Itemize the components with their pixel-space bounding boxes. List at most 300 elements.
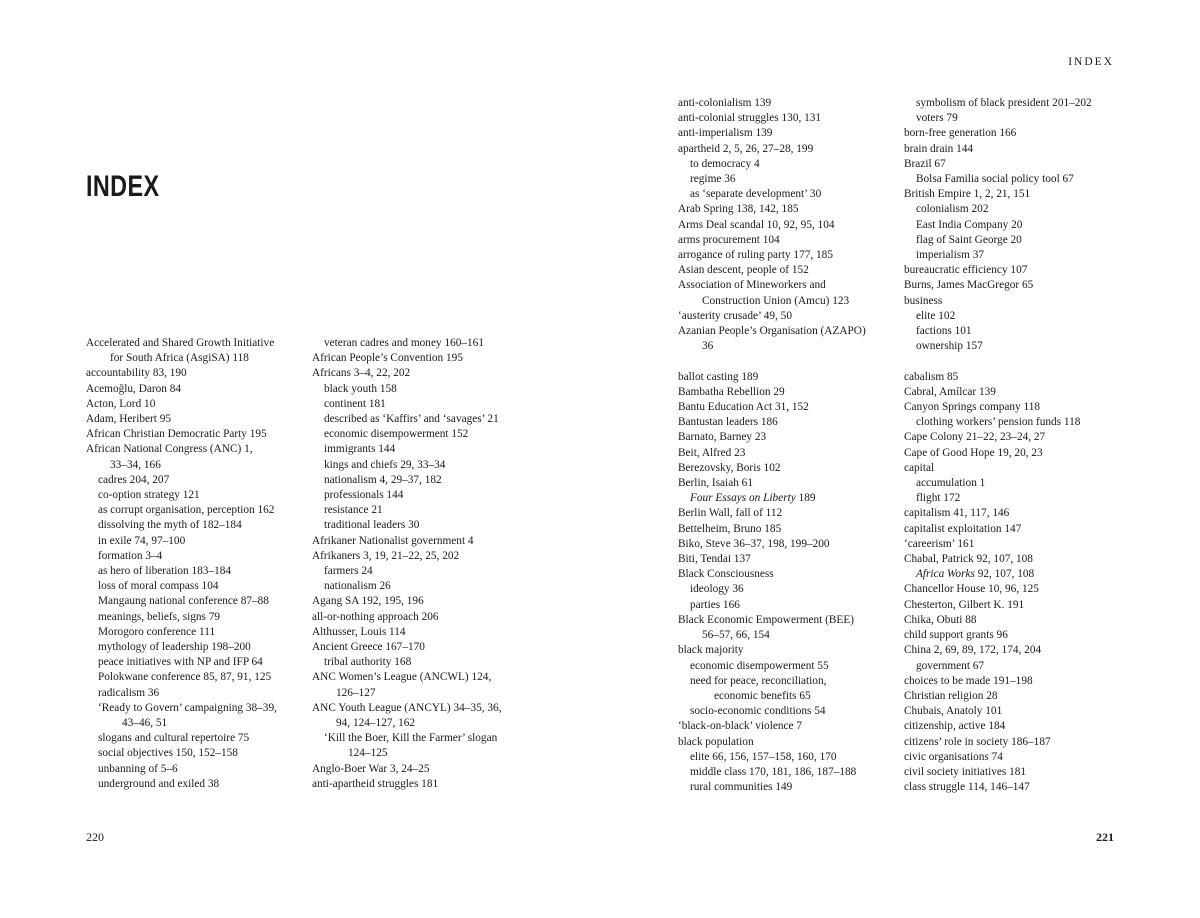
index-entry xyxy=(904,643,1134,658)
entry-text: as hero of liberation 183–184 xyxy=(98,565,232,578)
index-entry xyxy=(678,506,908,521)
entry-text: Afrikaners 3, 19, 21–22, 25, 202 xyxy=(312,549,460,562)
index-subentry xyxy=(86,762,336,777)
entry-text: Agang SA 192, 195, 196 xyxy=(312,595,424,608)
entry-text: slogans and cultural repertoire 75 xyxy=(98,732,250,745)
entry-text: 94, 124–127, 162 xyxy=(336,717,416,730)
index-entry xyxy=(86,336,336,366)
index-subentry xyxy=(312,336,572,351)
index-subentry xyxy=(86,686,336,701)
entry-text: factions 101 xyxy=(916,325,972,338)
entry-text: continent 181 xyxy=(324,397,386,410)
index-subentry xyxy=(904,111,1134,126)
entry-text: born-free generation 166 xyxy=(904,127,1017,140)
entry-text: as corrupt organisation, perception 162 xyxy=(98,504,275,517)
entry-text: elite 66, 156, 157–158, 160, 170 xyxy=(690,750,837,763)
entry-text: ideology 36 xyxy=(690,583,744,596)
index-subentry xyxy=(86,655,336,670)
entry-text: Christian religion 28 xyxy=(904,689,998,702)
index-entry xyxy=(678,415,908,430)
index-subentry xyxy=(86,534,336,549)
index-entry xyxy=(678,111,908,126)
entry-text: economic disempowerment 152 xyxy=(324,428,469,441)
entry-text: ownership 157 xyxy=(916,340,983,353)
entry-text: described as ‘Kaffirs’ and ‘savages’ 21 xyxy=(324,413,499,426)
index-entry xyxy=(678,370,908,385)
letter-group-gap xyxy=(904,354,1134,369)
entry-text: peace initiatives with NP and IFP 64 xyxy=(98,656,263,669)
index-subentry xyxy=(904,476,1134,491)
index-subentry xyxy=(86,746,336,761)
index-entry xyxy=(678,142,908,157)
entry-text: ANC Youth League (ANCYL) 34–35, 36, xyxy=(312,701,502,714)
index-subentry xyxy=(86,625,336,640)
index-entry xyxy=(312,777,572,792)
entry-text: professionals 144 xyxy=(324,489,404,502)
entry-text: parties 166 xyxy=(690,598,740,611)
entry-text: Burns, James MacGregor 65 xyxy=(904,279,1034,292)
entry-text: apartheid 2, 5, 26, 27–28, 199 xyxy=(678,142,814,155)
index-subentry xyxy=(678,674,908,704)
entry-text: traditional leaders 30 xyxy=(324,519,420,532)
index-entry xyxy=(678,552,908,567)
entry-text: elite 102 xyxy=(916,309,956,322)
entry-text: Arms Deal scandal 10, 92, 95, 104 xyxy=(678,218,835,231)
entry-text: mythology of leadership 198–200 xyxy=(98,641,251,654)
index-subentry xyxy=(678,750,908,765)
entry-text: 126–127 xyxy=(336,686,376,699)
entry-text: capital xyxy=(904,461,935,474)
index-entry xyxy=(904,704,1134,719)
running-head: INDEX xyxy=(1068,56,1114,68)
index-subentry xyxy=(86,473,336,488)
index-subentry xyxy=(904,172,1134,187)
entry-text: Biti, Tendai 137 xyxy=(678,553,751,566)
entry-text: Berlin Wall, fall of 112 xyxy=(678,507,783,520)
entry-text: accountability 83, 190 xyxy=(86,367,187,380)
entry-text: 56–57, 66, 154 xyxy=(702,629,770,642)
entry-text: African People’s Convention 195 xyxy=(312,352,463,365)
entry-text: China 2, 69, 89, 172, 174, 204 xyxy=(904,644,1042,657)
entry-text: citizenship, active 184 xyxy=(904,720,1006,733)
index-subentry xyxy=(312,579,572,594)
index-subentry xyxy=(86,640,336,655)
index-entry xyxy=(312,594,572,609)
index-subentry xyxy=(678,704,908,719)
index-entry xyxy=(904,780,1134,795)
entry-text: Afrikaner Nationalist government 4 xyxy=(312,534,474,547)
entry-text: ‘Kill the Boer, Kill the Farmer’ slogan xyxy=(324,732,498,745)
index-subentry xyxy=(312,442,572,457)
entry-text: Adam, Heribert 95 xyxy=(86,413,172,426)
index-entry xyxy=(678,522,908,537)
entry-text: Bettelheim, Bruno 185 xyxy=(678,522,782,535)
entry-text: veteran cadres and money 160–161 xyxy=(324,337,484,349)
entry-text: African Christian Democratic Party 195 xyxy=(86,428,267,441)
entry-text: ‘careerism’ 161 xyxy=(904,537,975,550)
entry-text: Black Economic Empowerment (BEE) xyxy=(678,613,854,626)
entry-text: for South Africa (AsgiSA) 118 xyxy=(110,352,249,365)
index-entry xyxy=(678,537,908,552)
entry-text: Althusser, Louis 114 xyxy=(312,625,406,638)
entry-text: co-option strategy 121 xyxy=(98,489,200,502)
entry-text: underground and exiled 38 xyxy=(98,777,220,790)
entry-text: Acton, Lord 10 xyxy=(86,397,156,410)
index-subentry xyxy=(312,458,572,473)
index-entry xyxy=(86,412,336,427)
entry-text: African National Congress (ANC) 1, xyxy=(86,443,253,456)
index-entry xyxy=(904,674,1134,689)
index-entry xyxy=(86,382,336,397)
index-entry xyxy=(312,625,572,640)
index-entry xyxy=(678,461,908,476)
index-entry xyxy=(86,427,336,442)
index-column-1 xyxy=(86,336,336,792)
index-subentry xyxy=(678,172,908,187)
index-entry xyxy=(86,366,336,381)
entry-text: citizens’ role in society 186–187 xyxy=(904,735,1051,748)
index-column-2 xyxy=(312,336,572,792)
entry-text: anti-apartheid struggles 181 xyxy=(312,777,439,790)
entry-text: need for peace, reconciliation, xyxy=(690,674,827,687)
entry-text: ballot casting 189 xyxy=(678,370,759,383)
entry-text: Bolsa Familia social policy tool 67 xyxy=(916,173,1074,186)
index-subentry xyxy=(904,233,1134,248)
entry-text: anti-colonial struggles 130, 131 xyxy=(678,112,822,125)
index-entry xyxy=(678,476,908,491)
index-subentry xyxy=(86,503,336,518)
entry-text: tribal authority 168 xyxy=(324,656,412,669)
index-subentry xyxy=(678,187,908,202)
right-page xyxy=(600,0,1200,918)
entry-text: Bambatha Rebellion 29 xyxy=(678,385,785,398)
index-subentry xyxy=(312,518,572,533)
index-entry xyxy=(904,552,1134,567)
entry-text: ‘black-on-black’ violence 7 xyxy=(678,720,802,733)
index-entry xyxy=(904,385,1134,400)
entry-text: unbanning of 5–6 xyxy=(98,762,178,775)
entry-text: nationalism 26 xyxy=(324,580,391,593)
index-entry xyxy=(904,370,1134,385)
entry-text: Cape Colony 21–22, 23–24, 27 xyxy=(904,431,1046,444)
entry-text: immigrants 144 xyxy=(324,443,396,456)
index-title: INDEX xyxy=(86,170,160,203)
entry-text: black majority xyxy=(678,644,744,657)
index-entry xyxy=(904,522,1134,537)
index-entry xyxy=(904,263,1134,278)
entry-text: business xyxy=(904,294,943,307)
entry-text: radicalism 36 xyxy=(98,686,160,699)
index-entry xyxy=(678,233,908,248)
index-entry xyxy=(678,446,908,461)
index-entry xyxy=(678,218,908,233)
index-subentry xyxy=(904,415,1134,430)
index-entry xyxy=(678,309,908,324)
index-subentry xyxy=(86,549,336,564)
entry-text: colonialism 202 xyxy=(916,203,989,216)
entry-text: 33–34, 166 xyxy=(110,458,161,471)
entry-text: imperialism 37 xyxy=(916,249,985,262)
index-entry xyxy=(904,506,1134,521)
entry-text: resistance 21 xyxy=(324,504,383,517)
index-subentry xyxy=(678,598,908,613)
index-subentry xyxy=(904,339,1134,354)
entry-text: Asian descent, people of 152 xyxy=(678,264,809,277)
index-entry xyxy=(904,400,1134,415)
index-entry xyxy=(678,567,908,582)
entry-text: Chancellor House 10, 96, 125 xyxy=(904,583,1039,596)
book-title: Four Essays on Liberty xyxy=(690,492,796,505)
index-subentry xyxy=(86,701,336,731)
entry-text: farmers 24 xyxy=(324,565,373,578)
index-subentry xyxy=(904,248,1134,263)
entry-text: East India Company 20 xyxy=(916,218,1023,231)
entry-text: ANC Women’s League (ANCWL) 124, xyxy=(312,671,492,684)
entry-text: ‘Ready to Govern’ campaigning 38–39, xyxy=(98,701,277,714)
index-subentry xyxy=(312,473,572,488)
entry-text: Bantustan leaders 186 xyxy=(678,416,778,429)
entry-text: civic organisations 74 xyxy=(904,750,1003,763)
entry-text: voters 79 xyxy=(916,112,958,125)
index-subentry xyxy=(904,567,1134,582)
entry-text: Brazil 67 xyxy=(904,157,946,170)
entry-text: clothing workers’ pension funds 118 xyxy=(916,416,1081,429)
index-entry xyxy=(312,351,572,366)
entry-text: arrogance of ruling party 177, 185 xyxy=(678,249,833,262)
entry-text: in exile 74, 97–100 xyxy=(98,534,186,547)
index-entry xyxy=(312,549,572,564)
entry-text: dissolving the myth of 182–184 xyxy=(98,519,242,532)
index-entry xyxy=(678,96,908,111)
index-subentry xyxy=(312,412,572,427)
entry-text: British Empire 1, 2, 21, 151 xyxy=(904,188,1031,201)
index-entry xyxy=(86,442,336,472)
index-subentry xyxy=(312,503,572,518)
index-entry xyxy=(312,670,572,700)
index-subentry xyxy=(904,324,1134,339)
entry-text: Africans 3–4, 22, 202 xyxy=(312,367,411,380)
entry-text: 36 xyxy=(702,340,714,353)
entry-text: capitalist exploitation 147 xyxy=(904,522,1022,535)
entry-text: Barnato, Barney 23 xyxy=(678,431,767,444)
index-subentry xyxy=(904,309,1134,324)
entry-text: all-or-nothing approach 206 xyxy=(312,610,439,623)
entry-text: to democracy 4 xyxy=(690,157,760,170)
index-entry xyxy=(312,610,572,625)
index-entry xyxy=(678,324,908,354)
entry-text: social objectives 150, 152–158 xyxy=(98,747,238,760)
entry-text: choices to be made 191–198 xyxy=(904,674,1033,687)
index-entry xyxy=(312,762,572,777)
entry-text: anti-colonialism 139 xyxy=(678,97,772,109)
index-entry xyxy=(904,628,1134,643)
entry-text: capitalism 41, 117, 146 xyxy=(904,507,1010,520)
index-subentry xyxy=(678,491,908,506)
entry-text: black population xyxy=(678,735,754,748)
index-subentry xyxy=(678,780,908,795)
index-entry xyxy=(678,278,908,308)
index-subentry xyxy=(904,218,1134,233)
entry-text: Ancient Greece 167–170 xyxy=(312,641,425,654)
entry-text: Chubais, Anatoly 101 xyxy=(904,705,1003,718)
index-subentry xyxy=(86,579,336,594)
entry-text: rural communities 149 xyxy=(690,781,793,794)
entry-text: anti-imperialism 139 xyxy=(678,127,773,140)
page-number-left: 220 xyxy=(86,830,104,844)
entry-text: Accelerated and Shared Growth Initiative xyxy=(86,337,275,349)
entry-text: Berlin, Isaiah 61 xyxy=(678,477,753,490)
index-entry xyxy=(312,534,572,549)
entry-text: class struggle 114, 146–147 xyxy=(904,781,1030,794)
entry-text: Canyon Springs company 118 xyxy=(904,401,1041,414)
entry-text: bureaucratic efficiency 107 xyxy=(904,264,1028,277)
index-subentry xyxy=(312,382,572,397)
index-entry xyxy=(312,640,572,655)
index-entry xyxy=(678,263,908,278)
index-subentry xyxy=(904,491,1134,506)
index-entry xyxy=(678,248,908,263)
entry-text: Cabral, Amílcar 139 xyxy=(904,385,996,398)
entry-text: 189 xyxy=(795,492,816,505)
index-subentry xyxy=(86,777,336,792)
index-entry xyxy=(904,750,1134,765)
index-entry xyxy=(904,294,1134,309)
entry-text: Azanian People’s Organisation (AZAPO) xyxy=(678,325,866,338)
index-entry xyxy=(904,582,1134,597)
letter-group-gap xyxy=(678,354,908,369)
index-subentry xyxy=(86,731,336,746)
entry-text: Anglo-Boer War 3, 24–25 xyxy=(312,762,430,775)
index-entry xyxy=(86,397,336,412)
entry-text: flight 172 xyxy=(916,492,961,505)
index-column-3 xyxy=(678,96,908,795)
entry-text: regime 36 xyxy=(690,173,736,186)
index-subentry xyxy=(312,488,572,503)
index-entry xyxy=(678,643,908,658)
entry-text: kings and chiefs 29, 33–34 xyxy=(324,458,446,471)
index-entry xyxy=(904,598,1134,613)
entry-text: arms procurement 104 xyxy=(678,233,780,246)
entry-text: Arab Spring 138, 142, 185 xyxy=(678,203,799,216)
entry-text: loss of moral compass 104 xyxy=(98,580,219,593)
entry-text: as ‘separate development’ 30 xyxy=(690,188,822,201)
entry-text: ‘austerity crusade’ 49, 50 xyxy=(678,309,792,322)
index-entry xyxy=(904,689,1134,704)
entry-text: 92, 107, 108 xyxy=(974,568,1035,581)
index-entry xyxy=(312,701,572,731)
index-entry xyxy=(904,187,1134,202)
entry-text: formation 3–4 xyxy=(98,549,163,562)
entry-text: meanings, beliefs, signs 79 xyxy=(98,610,221,623)
entry-text: Cape of Good Hope 19, 20, 23 xyxy=(904,446,1043,459)
index-entry xyxy=(678,400,908,415)
entry-text: Berezovsky, Boris 102 xyxy=(678,461,781,474)
entry-text: Construction Union (Amcu) 123 xyxy=(702,294,850,307)
entry-text: middle class 170, 181, 186, 187–188 xyxy=(690,765,857,778)
index-subentry xyxy=(312,397,572,412)
entry-text: cadres 204, 207 xyxy=(98,473,170,486)
index-entry xyxy=(678,719,908,734)
index-subentry xyxy=(312,427,572,442)
index-entry xyxy=(904,613,1134,628)
book-title: Africa Works xyxy=(916,568,975,581)
index-entry xyxy=(312,366,572,381)
index-subentry xyxy=(904,202,1134,217)
index-entry xyxy=(678,385,908,400)
entry-text: civil society initiatives 181 xyxy=(904,765,1027,778)
index-column-4 xyxy=(904,96,1134,795)
entry-text: socio-economic conditions 54 xyxy=(690,705,826,718)
index-subentry xyxy=(904,659,1134,674)
entry-text: black youth 158 xyxy=(324,382,397,395)
entry-text: flag of Saint George 20 xyxy=(916,233,1022,246)
index-entry xyxy=(678,126,908,141)
entry-text: brain drain 144 xyxy=(904,142,974,155)
entry-text: cabalism 85 xyxy=(904,370,959,383)
entry-text: economic benefits 65 xyxy=(714,689,811,702)
index-subentry xyxy=(86,594,336,609)
index-entry xyxy=(904,735,1134,750)
entry-text: symbolism of black president 201–202 xyxy=(916,97,1092,109)
entry-text: 124–125 xyxy=(348,747,388,760)
index-entry xyxy=(904,157,1134,172)
index-subentry xyxy=(86,610,336,625)
entry-text: Black Consciousness xyxy=(678,568,774,581)
index-entry xyxy=(904,430,1134,445)
entry-text: Bantu Education Act 31, 152 xyxy=(678,401,809,414)
index-entry xyxy=(678,430,908,445)
index-subentry xyxy=(904,96,1134,111)
entry-text: nationalism 4, 29–37, 182 xyxy=(324,473,442,486)
index-subentry xyxy=(678,659,908,674)
index-subentry xyxy=(86,564,336,579)
entry-text: Chika, Obuti 88 xyxy=(904,613,977,626)
index-entry xyxy=(904,446,1134,461)
index-subentry xyxy=(312,564,572,579)
index-entry xyxy=(904,142,1134,157)
index-subentry xyxy=(312,655,572,670)
entry-text: Mangaung national conference 87–88 xyxy=(98,595,269,608)
index-entry xyxy=(678,202,908,217)
entry-text: Biko, Steve 36–37, 198, 199–200 xyxy=(678,537,830,550)
entry-text: Polokwane conference 85, 87, 91, 125 xyxy=(98,671,272,684)
index-subentry xyxy=(86,670,336,685)
entry-text: child support grants 96 xyxy=(904,629,1008,642)
index-entry xyxy=(678,735,908,750)
index-entry xyxy=(904,126,1134,141)
index-subentry xyxy=(86,488,336,503)
entry-text: Chabal, Patrick 92, 107, 108 xyxy=(904,553,1033,566)
index-subentry xyxy=(312,731,572,761)
index-entry xyxy=(904,278,1134,293)
entry-text: economic disempowerment 55 xyxy=(690,659,829,672)
index-entry xyxy=(904,461,1134,476)
entry-text: 43–46, 51 xyxy=(122,717,168,730)
entry-text: Chesterton, Gilbert K. 191 xyxy=(904,598,1025,611)
index-entry xyxy=(678,613,908,643)
entry-text: Morogoro conference 111 xyxy=(98,625,216,638)
entry-text: accumulation 1 xyxy=(916,477,986,490)
index-subentry xyxy=(678,765,908,780)
index-subentry xyxy=(678,157,908,172)
index-subentry xyxy=(86,518,336,533)
entry-text: Beit, Alfred 23 xyxy=(678,446,746,459)
index-entry xyxy=(904,719,1134,734)
entry-text: Association of Mineworkers and xyxy=(678,279,826,292)
entry-text: government 67 xyxy=(916,659,985,672)
index-entry xyxy=(904,537,1134,552)
index-entry xyxy=(904,765,1134,780)
